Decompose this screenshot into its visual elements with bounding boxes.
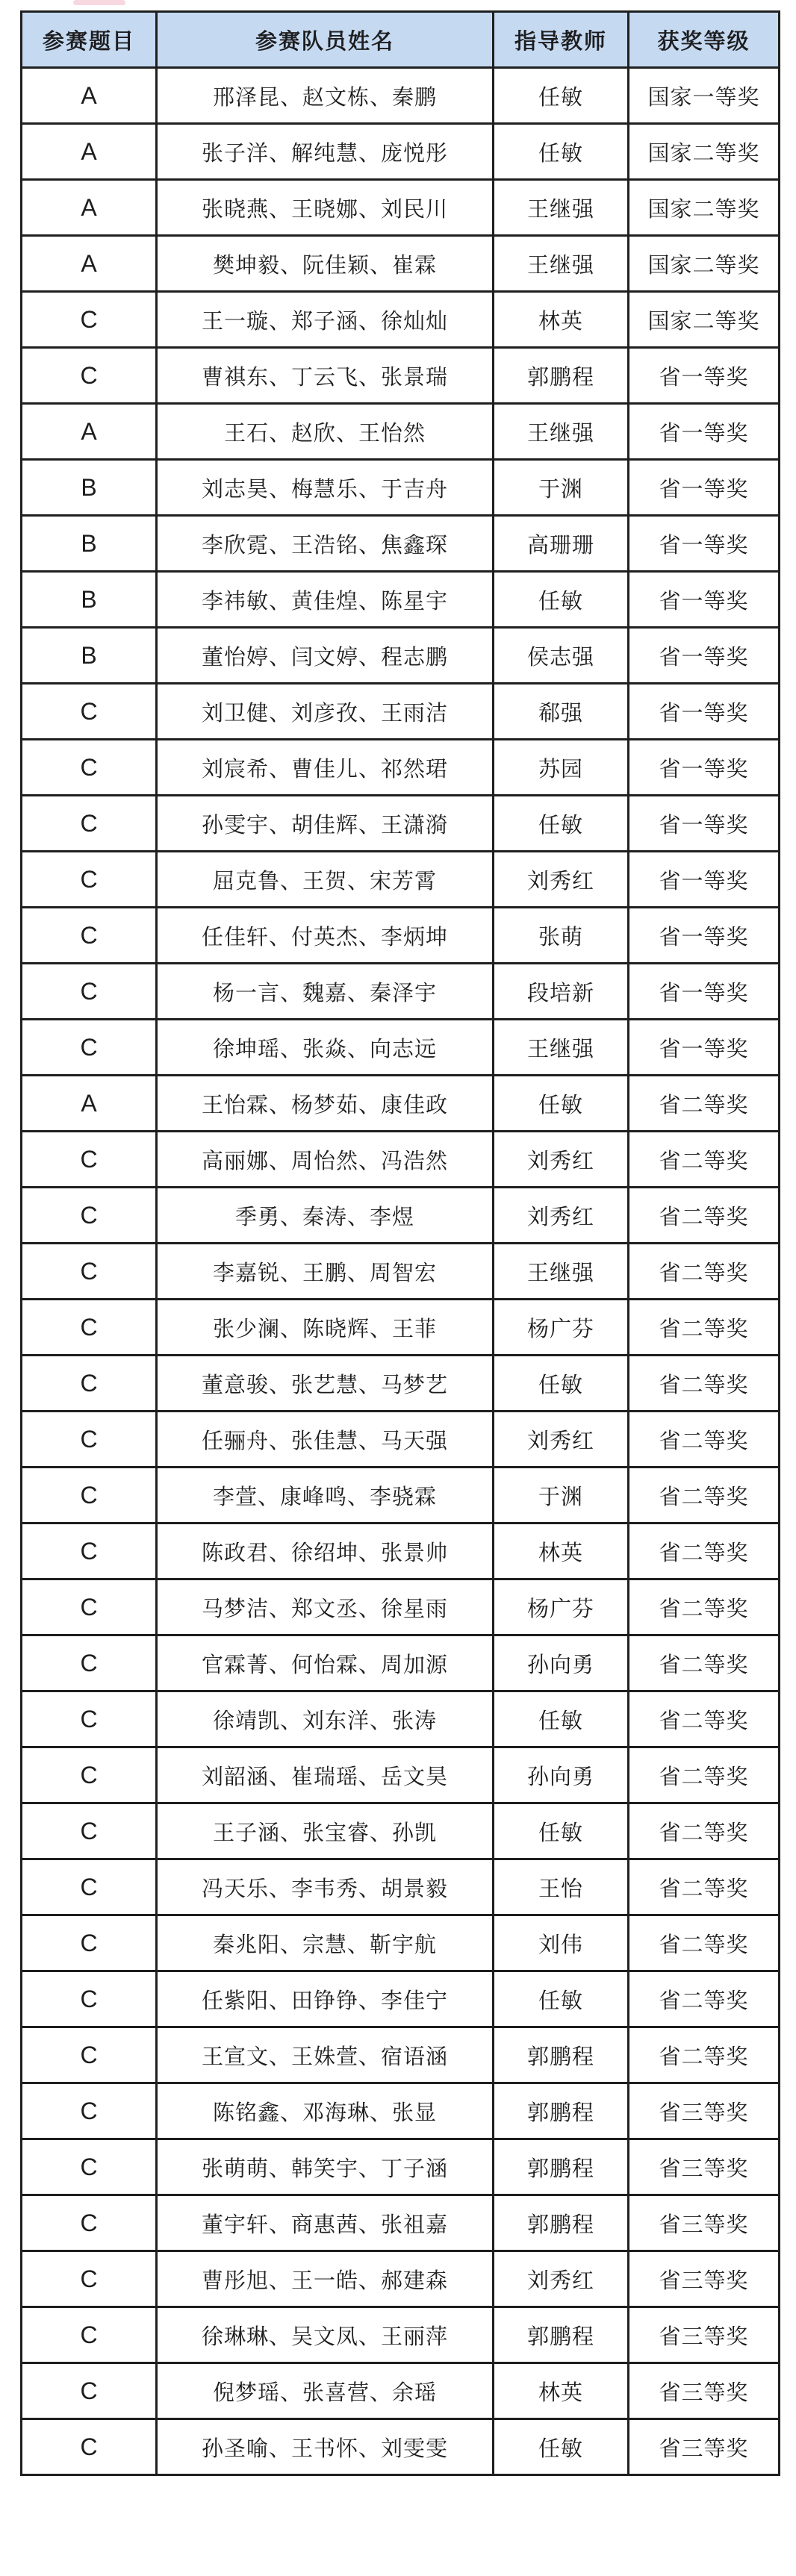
topic-cell: C <box>22 1356 157 1412</box>
award-cell: 省二等奖 <box>629 1971 780 2027</box>
topic-cell: C <box>22 852 157 908</box>
teacher-cell: 苏园 <box>494 740 629 796</box>
award-cell: 省二等奖 <box>629 1412 780 1468</box>
topic-cell: C <box>22 1915 157 1971</box>
topic-cell: C <box>22 1468 157 1524</box>
table-row <box>22 628 780 684</box>
teacher-cell: 刘秀红 <box>494 852 629 908</box>
teacher-cell: 林英 <box>494 2363 629 2419</box>
table-row <box>22 1635 780 1691</box>
table-row <box>22 1300 780 1356</box>
topic-cell: C <box>22 1132 157 1188</box>
award-cell: 省一等奖 <box>629 404 780 460</box>
members-cell: 秦兆阳、宗慧、靳宇航 <box>157 1915 494 1971</box>
table-row <box>22 852 780 908</box>
award-cell: 省二等奖 <box>629 2027 780 2083</box>
topic-cell: C <box>22 1244 157 1300</box>
teacher-cell: 刘秀红 <box>494 2251 629 2307</box>
table-row <box>22 1524 780 1579</box>
teacher-cell: 于渊 <box>494 1468 629 1524</box>
teacher-cell: 王继强 <box>494 236 629 292</box>
award-cell: 省二等奖 <box>629 1076 780 1132</box>
members-cell: 张子洋、解纯慧、庞悦彤 <box>157 124 494 180</box>
column-header-members: 参赛队员姓名 <box>157 12 494 68</box>
award-cell: 省二等奖 <box>629 1635 780 1691</box>
members-cell: 徐坤瑶、张焱、向志远 <box>157 1020 494 1076</box>
members-cell: 任佳轩、付英杰、李炳坤 <box>157 908 494 964</box>
teacher-cell: 杨广芬 <box>494 1300 629 1356</box>
members-cell: 马梦洁、郑文丞、徐星雨 <box>157 1579 494 1635</box>
table-row <box>22 292 780 348</box>
members-cell: 屈克鲁、王贺、宋芳霄 <box>157 852 494 908</box>
topic-cell: C <box>22 2083 157 2139</box>
members-cell: 张晓燕、王晓娜、刘民川 <box>157 180 494 236</box>
topic-cell: C <box>22 1524 157 1579</box>
table-row <box>22 684 780 740</box>
table-row <box>22 516 780 572</box>
award-cell: 国家二等奖 <box>629 180 780 236</box>
topic-cell: C <box>22 1635 157 1691</box>
table-row <box>22 1803 780 1859</box>
members-cell: 高丽娜、周怡然、冯浩然 <box>157 1132 494 1188</box>
column-header-teacher: 指导教师 <box>494 12 629 68</box>
members-cell: 曹祺东、丁云飞、张景瑞 <box>157 348 494 404</box>
teacher-cell: 任敏 <box>494 1971 629 2027</box>
members-cell: 刘卫健、刘彦孜、王雨洁 <box>157 684 494 740</box>
table-row <box>22 1747 780 1803</box>
teacher-cell: 刘秀红 <box>494 1412 629 1468</box>
award-cell: 省二等奖 <box>629 1691 780 1747</box>
members-cell: 孙圣喻、王书怀、刘雯雯 <box>157 2419 494 2475</box>
members-cell: 董意骏、张艺慧、马梦艺 <box>157 1356 494 1412</box>
topic-cell: C <box>22 740 157 796</box>
teacher-cell: 郭鹏程 <box>494 2307 629 2363</box>
members-cell: 王一璇、郑子涵、徐灿灿 <box>157 292 494 348</box>
members-cell: 官霖菁、何怡霖、周加源 <box>157 1635 494 1691</box>
topic-cell: C <box>22 1020 157 1076</box>
members-cell: 刘志昊、梅慧乐、于吉舟 <box>157 460 494 516</box>
topic-cell: C <box>22 1859 157 1915</box>
table-row <box>22 1132 780 1188</box>
teacher-cell: 郭鹏程 <box>494 2027 629 2083</box>
members-cell: 倪梦瑶、张喜营、余瑶 <box>157 2363 494 2419</box>
award-cell: 省一等奖 <box>629 1020 780 1076</box>
teacher-cell: 刘伟 <box>494 1915 629 1971</box>
teacher-cell: 任敏 <box>494 1691 629 1747</box>
table-row <box>22 1691 780 1747</box>
topic-cell: B <box>22 460 157 516</box>
table-row <box>22 1859 780 1915</box>
table-row <box>22 460 780 516</box>
topic-cell: C <box>22 2027 157 2083</box>
award-cell: 省一等奖 <box>629 460 780 516</box>
column-header-award: 获奖等级 <box>629 12 780 68</box>
members-cell: 董怡婷、闫文婷、程志鹏 <box>157 628 494 684</box>
table-row <box>22 1971 780 2027</box>
teacher-cell: 任敏 <box>494 796 629 852</box>
teacher-cell: 刘秀红 <box>494 1132 629 1188</box>
members-cell: 孙雯宇、胡佳辉、王潇漪 <box>157 796 494 852</box>
award-cell: 省三等奖 <box>629 2139 780 2195</box>
column-header-topic: 参赛题目 <box>22 12 157 68</box>
teacher-cell: 郭鹏程 <box>494 2195 629 2251</box>
members-cell: 樊坤毅、阮佳颖、崔霖 <box>157 236 494 292</box>
teacher-cell: 杨广芬 <box>494 1579 629 1635</box>
table-row <box>22 1188 780 1244</box>
members-cell: 邢泽昆、赵文栋、秦鹏 <box>157 68 494 124</box>
table-row <box>22 1412 780 1468</box>
award-cell: 省一等奖 <box>629 348 780 404</box>
teacher-cell: 王继强 <box>494 1020 629 1076</box>
members-cell: 张萌萌、韩笑宇、丁子涵 <box>157 2139 494 2195</box>
teacher-cell: 段培新 <box>494 964 629 1020</box>
teacher-cell: 王继强 <box>494 1244 629 1300</box>
award-cell: 省一等奖 <box>629 516 780 572</box>
table-row <box>22 2251 780 2307</box>
members-cell: 徐靖凯、刘东洋、张涛 <box>157 1691 494 1747</box>
teacher-cell: 任敏 <box>494 2419 629 2475</box>
members-cell: 曹彤旭、王一皓、郝建森 <box>157 2251 494 2307</box>
topic-cell: C <box>22 1971 157 2027</box>
members-cell: 李祎敏、黄佳煌、陈星宇 <box>157 572 494 628</box>
teacher-cell: 王继强 <box>494 180 629 236</box>
award-cell: 省一等奖 <box>629 796 780 852</box>
topic-cell: C <box>22 1691 157 1747</box>
table-row <box>22 2363 780 2419</box>
topic-cell: C <box>22 1579 157 1635</box>
award-cell: 省二等奖 <box>629 1132 780 1188</box>
members-cell: 陈铭鑫、邓海琳、张显 <box>157 2083 494 2139</box>
teacher-cell: 刘秀红 <box>494 1188 629 1244</box>
teacher-cell: 侯志强 <box>494 628 629 684</box>
table-row <box>22 68 780 124</box>
members-cell: 张少澜、陈晓辉、王菲 <box>157 1300 494 1356</box>
topic-cell: A <box>22 236 157 292</box>
award-cell: 省三等奖 <box>629 2419 780 2475</box>
award-cell: 省三等奖 <box>629 2195 780 2251</box>
teacher-cell: 任敏 <box>494 572 629 628</box>
table-row <box>22 236 780 292</box>
table-row <box>22 1468 780 1524</box>
topic-cell: C <box>22 1412 157 1468</box>
members-cell: 王怡霖、杨梦茹、康佳政 <box>157 1076 494 1132</box>
members-cell: 董宇轩、商惠茜、张祖嘉 <box>157 2195 494 2251</box>
table-row <box>22 1915 780 1971</box>
award-cell: 省一等奖 <box>629 628 780 684</box>
topic-cell: C <box>22 1747 157 1803</box>
topic-cell: C <box>22 1803 157 1859</box>
teacher-cell: 孙向勇 <box>494 1635 629 1691</box>
topic-cell: A <box>22 68 157 124</box>
table-row <box>22 2419 780 2475</box>
award-cell: 省一等奖 <box>629 908 780 964</box>
award-cell: 国家二等奖 <box>629 124 780 180</box>
table-row <box>22 348 780 404</box>
award-cell: 省二等奖 <box>629 1356 780 1412</box>
table-row <box>22 1579 780 1635</box>
table-body <box>22 68 780 2475</box>
award-cell: 省三等奖 <box>629 2307 780 2363</box>
table-row <box>22 1076 780 1132</box>
table-row <box>22 404 780 460</box>
award-cell: 省一等奖 <box>629 964 780 1020</box>
table-row <box>22 796 780 852</box>
award-cell: 省三等奖 <box>629 2251 780 2307</box>
topic-cell: B <box>22 572 157 628</box>
topic-cell: C <box>22 796 157 852</box>
members-cell: 任紫阳、田铮铮、李佳宁 <box>157 1971 494 2027</box>
table-row <box>22 908 780 964</box>
topic-cell: A <box>22 404 157 460</box>
award-cell: 省二等奖 <box>629 1244 780 1300</box>
teacher-cell: 张萌 <box>494 908 629 964</box>
teacher-cell: 任敏 <box>494 124 629 180</box>
topic-cell: C <box>22 1188 157 1244</box>
teacher-cell: 任敏 <box>494 1803 629 1859</box>
topic-cell: C <box>22 348 157 404</box>
members-cell: 李欣霓、王浩铭、焦鑫琛 <box>157 516 494 572</box>
table-row <box>22 2139 780 2195</box>
members-cell: 王石、赵欣、王怡然 <box>157 404 494 460</box>
topic-cell: C <box>22 2195 157 2251</box>
pink-scan-artifact <box>73 0 125 5</box>
members-cell: 王子涵、张宝睿、孙凯 <box>157 1803 494 1859</box>
table-row <box>22 2195 780 2251</box>
table-row <box>22 964 780 1020</box>
teacher-cell: 王继强 <box>494 404 629 460</box>
members-cell: 任骊舟、张佳慧、马天强 <box>157 1412 494 1468</box>
award-cell: 国家二等奖 <box>629 292 780 348</box>
table-row <box>22 2307 780 2363</box>
teacher-cell: 于渊 <box>494 460 629 516</box>
table-row <box>22 2027 780 2083</box>
teacher-cell: 任敏 <box>494 1356 629 1412</box>
teacher-cell: 郭鹏程 <box>494 2139 629 2195</box>
award-cell: 省二等奖 <box>629 1859 780 1915</box>
award-cell: 国家一等奖 <box>629 68 780 124</box>
teacher-cell: 林英 <box>494 292 629 348</box>
table-row <box>22 124 780 180</box>
members-cell: 李嘉锐、王鹏、周智宏 <box>157 1244 494 1300</box>
teacher-cell: 郗强 <box>494 684 629 740</box>
award-cell: 省二等奖 <box>629 1579 780 1635</box>
teacher-cell: 高珊珊 <box>494 516 629 572</box>
members-cell: 李萱、康峰鸣、李骁霖 <box>157 1468 494 1524</box>
awards-table-container <box>20 10 778 2476</box>
header-row <box>22 12 780 68</box>
topic-cell: B <box>22 628 157 684</box>
teacher-cell: 任敏 <box>494 68 629 124</box>
table-row <box>22 740 780 796</box>
award-cell: 省一等奖 <box>629 740 780 796</box>
teacher-cell: 任敏 <box>494 1076 629 1132</box>
members-cell: 陈政君、徐绍坤、张景帅 <box>157 1524 494 1579</box>
topic-cell: C <box>22 684 157 740</box>
topic-cell: C <box>22 2251 157 2307</box>
topic-cell: C <box>22 2363 157 2419</box>
topic-cell: C <box>22 1300 157 1356</box>
topic-cell: A <box>22 180 157 236</box>
table-row <box>22 1020 780 1076</box>
members-cell: 季勇、秦涛、李煜 <box>157 1188 494 1244</box>
topic-cell: A <box>22 124 157 180</box>
table-row <box>22 572 780 628</box>
awards-table <box>20 10 780 2476</box>
teacher-cell: 王怡 <box>494 1859 629 1915</box>
topic-cell: C <box>22 2419 157 2475</box>
award-cell: 省一等奖 <box>629 684 780 740</box>
teacher-cell: 林英 <box>494 1524 629 1579</box>
teacher-cell: 孙向勇 <box>494 1747 629 1803</box>
award-cell: 省二等奖 <box>629 1468 780 1524</box>
teacher-cell: 郭鹏程 <box>494 348 629 404</box>
award-cell: 省三等奖 <box>629 2363 780 2419</box>
topic-cell: B <box>22 516 157 572</box>
award-cell: 省二等奖 <box>629 1188 780 1244</box>
award-cell: 省二等奖 <box>629 1300 780 1356</box>
award-cell: 省三等奖 <box>629 2083 780 2139</box>
award-cell: 国家二等奖 <box>629 236 780 292</box>
members-cell: 刘宸希、曹佳儿、祁然珺 <box>157 740 494 796</box>
topic-cell: C <box>22 2307 157 2363</box>
table-row <box>22 1356 780 1412</box>
table-row <box>22 180 780 236</box>
table-row <box>22 2083 780 2139</box>
topic-cell: C <box>22 908 157 964</box>
table-header <box>22 12 780 68</box>
award-cell: 省二等奖 <box>629 1915 780 1971</box>
teacher-cell: 郭鹏程 <box>494 2083 629 2139</box>
topic-cell: C <box>22 2139 157 2195</box>
members-cell: 王宣文、王姝萱、宿语涵 <box>157 2027 494 2083</box>
award-cell: 省二等奖 <box>629 1803 780 1859</box>
award-cell: 省一等奖 <box>629 852 780 908</box>
award-cell: 省二等奖 <box>629 1747 780 1803</box>
members-cell: 冯天乐、李韦秀、胡景毅 <box>157 1859 494 1915</box>
table-row <box>22 1244 780 1300</box>
award-cell: 省一等奖 <box>629 572 780 628</box>
topic-cell: C <box>22 964 157 1020</box>
members-cell: 杨一言、魏嘉、秦泽宇 <box>157 964 494 1020</box>
members-cell: 徐琳琳、吴文凤、王丽萍 <box>157 2307 494 2363</box>
topic-cell: A <box>22 1076 157 1132</box>
topic-cell: C <box>22 292 157 348</box>
award-cell: 省二等奖 <box>629 1524 780 1579</box>
members-cell: 刘韶涵、崔瑞瑶、岳文昊 <box>157 1747 494 1803</box>
